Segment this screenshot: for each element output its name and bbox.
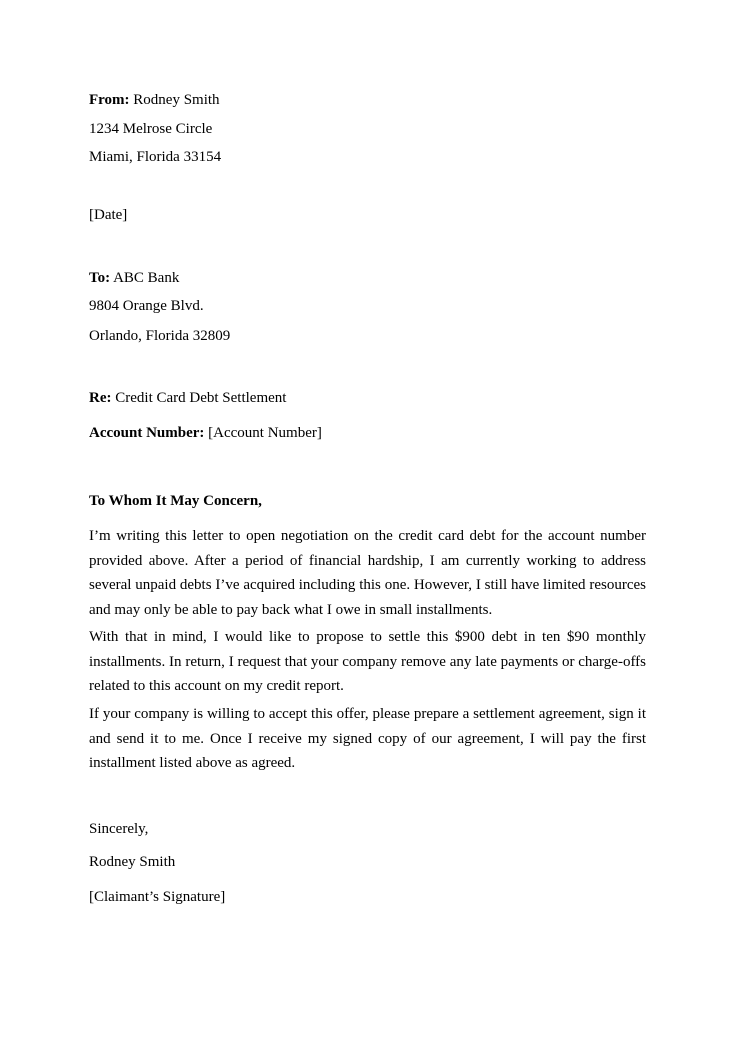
re-line: [89, 389, 286, 407]
re-label: Re:: [89, 390, 112, 406]
account-number-value: [Account Number]: [208, 425, 322, 441]
to-line: [89, 269, 179, 287]
sender-address-line2: Miami, Florida 33154: [89, 149, 222, 165]
recipient-address-line1: 9804 Orange Blvd.: [89, 298, 204, 314]
from-line: [89, 91, 220, 109]
body-paragraph-2: With that in mind, I would like to propose to settle this $900 debt in ten $90 monthly installments. In return, I request that your company remove any late payments or charge-offs related to this account on my credit report.: [89, 629, 646, 694]
signature-placeholder: [Claimant’s Signature]: [89, 889, 226, 905]
account-number-line: [89, 424, 322, 442]
re-subject: Credit Card Debt Settlement: [115, 390, 287, 406]
body-paragraph-3: If your company is willing to accept this offer, please prepare a settlement agreement, sign it and send it to me. Once I receive my signed copy of our agreement, I will pay the first installment listed above as agreed.: [89, 706, 646, 771]
date-placeholder: [Date]: [89, 207, 128, 223]
signer-name: Rodney Smith: [89, 854, 176, 870]
body-paragraph-1: I’m writing this letter to open negotiation on the credit card debt for the account number provided above. After a period of financial hardship, I am currently working to address several unpaid debts I’ve acquired including this one. However, I still have limited resources and may only be able to pay back what I owe in small installments.: [89, 528, 646, 618]
closing: Sincerely,: [89, 821, 149, 837]
recipient-address-line2: Orlando, Florida 32809: [89, 328, 231, 344]
sender-name: Rodney Smith: [133, 92, 220, 108]
account-number-label: Account Number:: [89, 425, 205, 441]
salutation: To Whom It May Concern,: [89, 493, 262, 509]
recipient-name: ABC Bank: [113, 270, 180, 286]
to-label: To:: [89, 270, 111, 286]
from-label: From:: [89, 92, 130, 108]
sender-address-line1: 1234 Melrose Circle: [89, 121, 213, 137]
